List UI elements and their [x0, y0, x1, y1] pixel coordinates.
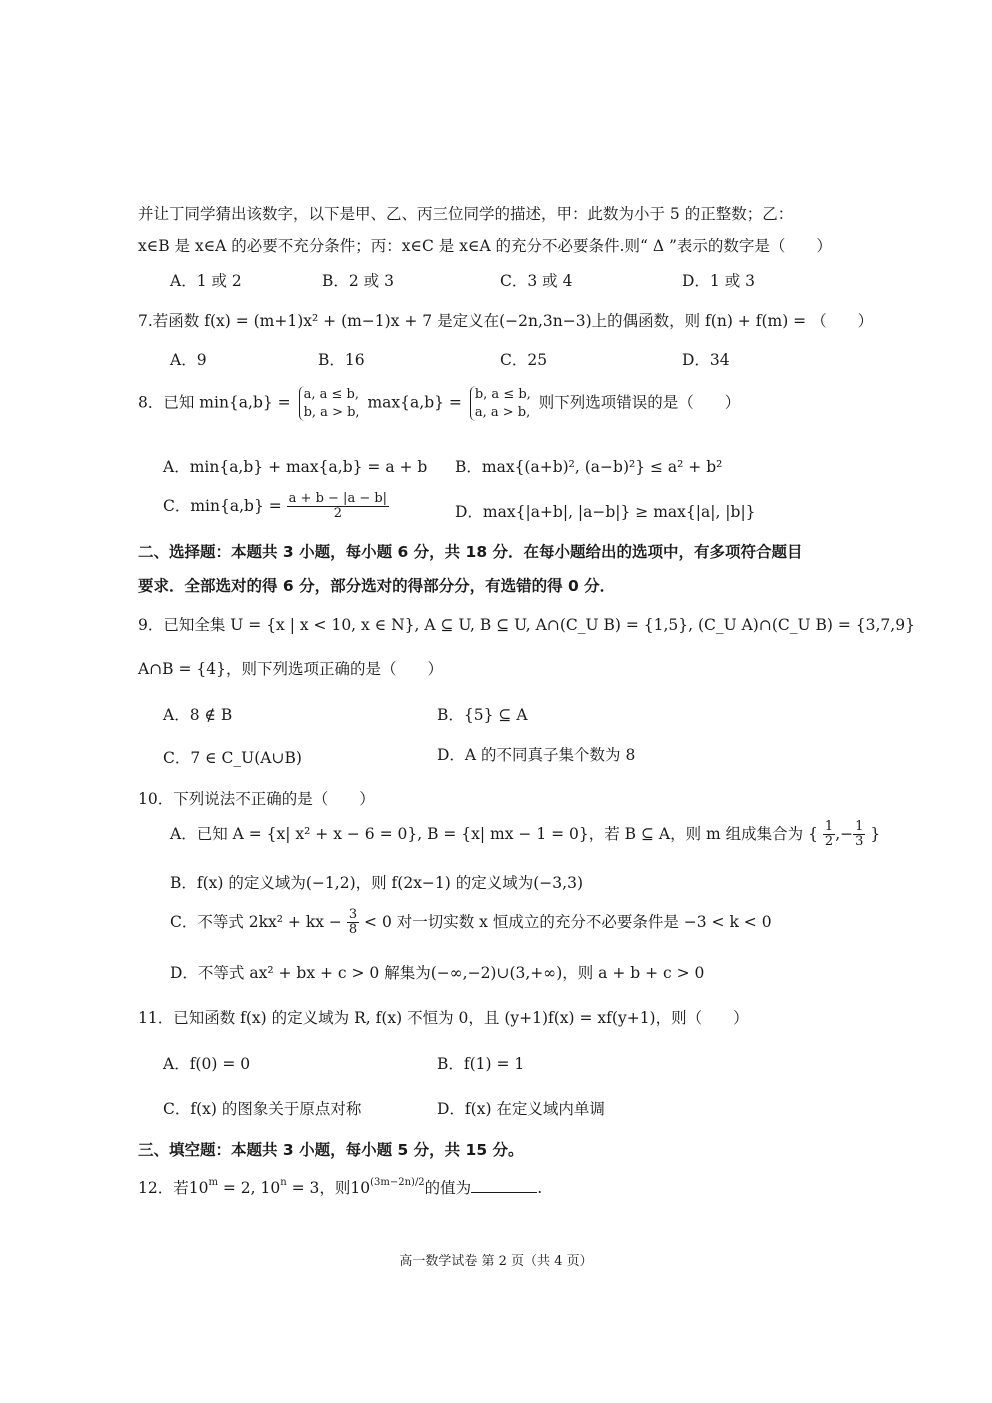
q12-stem: [138, 1176, 542, 1198]
q7-stem: 7.若函数 f(x) = (m+1)x² + (m−1)x + 7 是定义在(−2n,3n−3)上的偶函数，则 f(n) + f(m) = （ ）: [138, 312, 874, 330]
q12-suffix: 的值为: [424, 1179, 472, 1197]
q12-mid1: = 2, 10: [217, 1179, 281, 1197]
q12-end: .: [537, 1179, 543, 1197]
q8-option-c-numerator: a + b − |a − b|: [288, 491, 388, 506]
section2-heading-line1: 二、选择题：本题共 3 小题，每小题 6 分，共 18 分．在每小题给出的选项中，有多项符合题目: [138, 543, 803, 561]
q11-option-c: C．f(x) 的图象关于原点对称: [163, 1100, 362, 1118]
q10-option-b: B．f(x) 的定义域为(−1,2)，则 f(2x−1) 的定义域为(−3,3): [170, 874, 583, 892]
q8-option-d: D．max{|a+b|, |a−b|} ≥ max{|a|, |b|}: [455, 503, 756, 521]
q12-sup-n: n: [280, 1177, 287, 1188]
q10-option-a-f1-den: 2: [824, 834, 834, 850]
q10-option-a-fraction1: [823, 820, 835, 850]
q10-option-c-den: 8: [348, 922, 358, 938]
q10-option-a-brace-open: {: [808, 824, 818, 843]
q8-option-c-fraction: [287, 492, 389, 522]
q8-stem: [138, 386, 740, 421]
q6-option-b: B．2 或 3: [322, 272, 394, 290]
q8-option-b: B．max{(a+b)², (a−b)²} ≤ a² + b²: [455, 458, 723, 476]
q12-sup-m: m: [208, 1177, 218, 1188]
section3-heading: 三、填空题：本题共 3 小题，每小题 5 分，共 15 分。: [138, 1141, 524, 1159]
q8-suffix: 则下列选项错误的是（ ）: [538, 393, 741, 412]
q7-option-c: C．25: [500, 351, 548, 369]
q9-option-a: A．8 ∉ B: [163, 706, 233, 724]
q10-stem: 10．下列说法不正确的是（ ）: [138, 790, 375, 808]
q11-option-a: A．f(0) = 0: [163, 1055, 251, 1073]
q8-option-c-prefix: C．min{a,b} =: [163, 496, 282, 515]
q10-option-a-fraction2: [853, 820, 865, 850]
q9-line2: A∩B = {4}，则下列选项正确的是（ ）: [138, 660, 443, 678]
q10-option-c-suffix: < 0 对一切实数 x 恒成立的充分不必要条件是 −3 < k < 0: [364, 912, 772, 931]
q6-option-a: A．1 或 2: [170, 272, 242, 290]
q6-line2: x∈B 是 x∈A 的必要不充分条件；丙：x∈C 是 x∈A 的充分不必要条件.则“ Δ ”表示的数字是（ ）: [138, 237, 832, 255]
q10-option-a-f2-num: 1: [855, 819, 864, 834]
q6-line1: 并让丁同学猜出该数字，以下是甲、乙、丙三位同学的描述，甲：此数为小于 5 的正整数；乙：: [138, 205, 794, 223]
q10-option-a-brace-close: }: [870, 824, 881, 843]
q8-max-case2: a, a > b,: [474, 404, 531, 420]
q7-option-a: A．9: [170, 351, 207, 369]
q12-exponent: (3m−2n)/2: [370, 1177, 425, 1188]
q11-stem: 11．已知函数 f(x) 的定义域为 R, f(x) 不恒为 0，且 (y+1)f(x) = xf(y+1)，则（ ）: [138, 1009, 749, 1027]
q10-option-d: D．不等式 ax² + bx + c > 0 解集为(−∞,−2)∪(3,+∞)，则 a + b + c > 0: [170, 964, 705, 982]
q10-option-a-f1-num: 1: [824, 819, 834, 834]
section2-heading-line2: 要求．全部选对的得 6 分，部分选对的得部分分，有选错的得 0 分．: [138, 577, 616, 595]
q9-option-b: B．{5} ⊆ A: [437, 706, 528, 724]
q10-option-c-fraction: [347, 908, 359, 938]
q8-option-c-denominator: 2: [333, 506, 342, 522]
page-footer: 高一数学试卷 第 2 页（共 4 页）: [399, 1254, 593, 1269]
q9-option-c: C．7 ∈ C_U(A∪B): [163, 749, 302, 767]
q12-answer-blank: [471, 1178, 537, 1193]
q8-min-case1: a, a ≤ b,: [303, 387, 359, 402]
q12-prefix: 12．若10: [138, 1179, 209, 1197]
q8-option-a: A．min{a,b} + max{a,b} = a + b: [163, 458, 428, 476]
q10-option-c-num: 3: [348, 907, 358, 922]
q6-option-c: C．3 或 4: [500, 272, 573, 290]
q8-max-cases: [470, 386, 531, 421]
q10-option-a-f2-den: 3: [855, 834, 864, 850]
q9-option-d: D．A 的不同真子集个数为 8: [437, 746, 636, 764]
q8-prefix: 8．已知 min{a,b} =: [138, 393, 291, 412]
q11-option-b: B．f(1) = 1: [437, 1055, 525, 1073]
q8-min-cases: [299, 386, 360, 421]
q10-option-c: [170, 908, 772, 938]
q11-option-d: D．f(x) 在定义域内单调: [437, 1100, 605, 1118]
q9-line1: 9．已知全集 U = {x | x < 10, x ∈ N}, A ⊆ U, B ⊆ U, A∩(C_U B) = {1,5}, (C_U A)∩(C_U B) = {3,7,9}: [138, 616, 915, 634]
q7-option-d: D．34: [682, 351, 730, 369]
q12-mid2: = 3，则10: [286, 1179, 371, 1197]
q7-option-b: B．16: [318, 351, 365, 369]
q8-min-case2: b, a > b,: [303, 404, 360, 420]
q8-max-label: max{a,b} =: [367, 393, 462, 412]
q6-option-d: D．1 或 3: [682, 272, 756, 290]
q10-option-c-prefix: C．不等式 2kx² + kx −: [170, 912, 342, 931]
q8-max-case1: b, a ≤ b,: [474, 387, 531, 402]
q10-option-a: A．已知 A = {x| x² + x − 6 = 0}, B = {x| mx − 1 = 0}，若 B ⊆ A，则 m 组成集合为 { $\frac{1}{2}$ ,− $\frac{1}{3}$ }: [170, 819, 881, 850]
q10-option-a-text: A．已知 A = {x| x² + x − 6 = 0}, B = {x| mx − 1 = 0}，若 B ⊆ A，则 m 组成集合为: [170, 824, 804, 843]
q8-option-c: [163, 492, 389, 522]
